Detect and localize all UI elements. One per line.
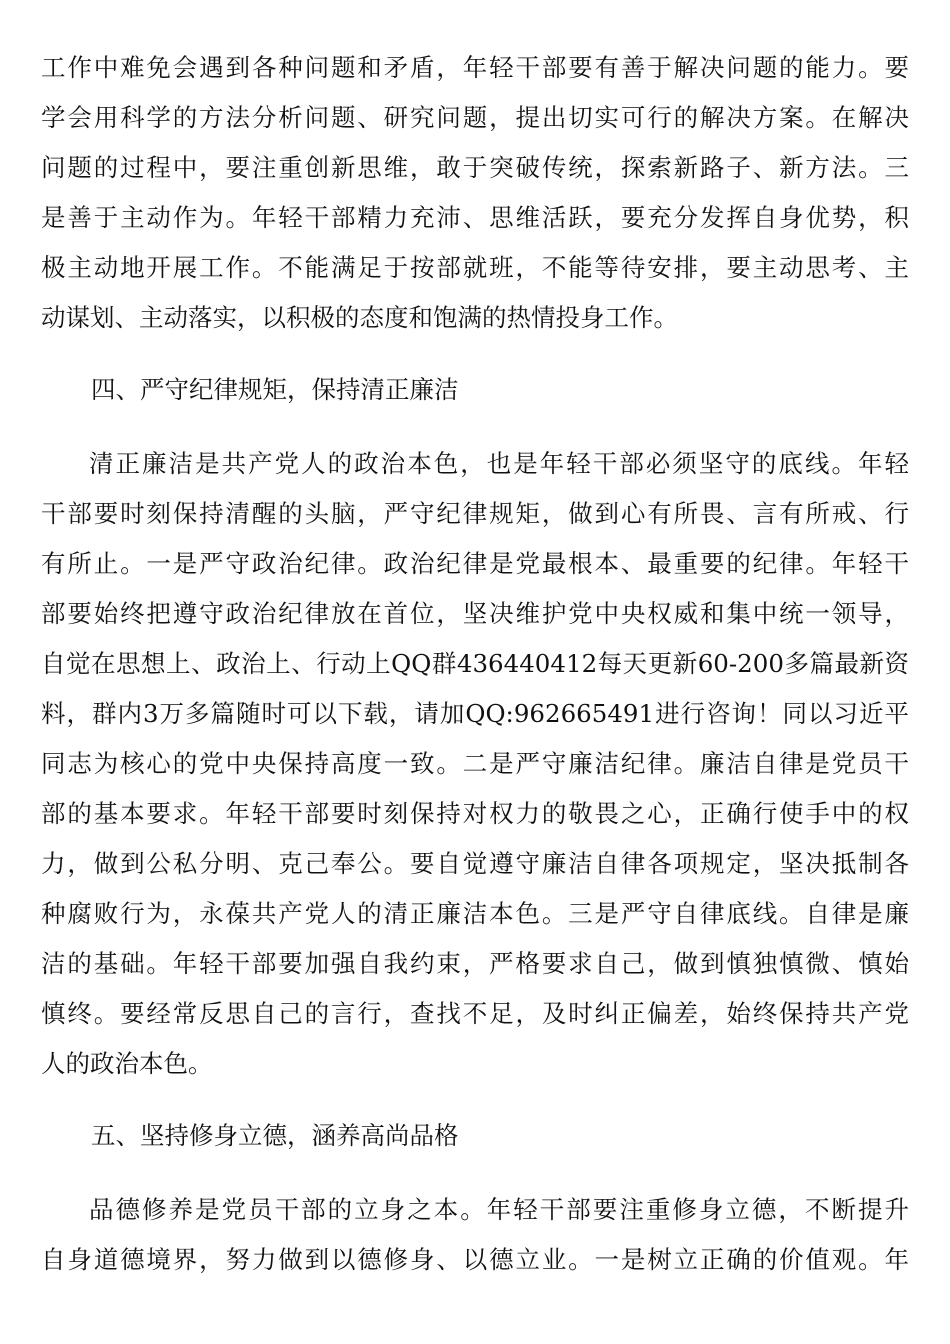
text-line: 有所止。一是严守政治纪律。政治纪律是党最根本、最重要的纪律。年轻干	[41, 549, 909, 578]
text-line: 自觉在思想上、政治上、行动上QQ群436440412每天更新60-200多篇最新资	[41, 649, 909, 678]
text-line: 问题的过程中，要注重创新思维，敢于突破传统，探索新路子、新方法。三	[41, 153, 909, 182]
text-line: 种腐败行为，永葆共产党人的清正廉洁本色。三是严守自律底线。自律是廉	[41, 899, 909, 928]
text-line: 清正廉洁是共产党人的政治本色，也是年轻干部必须坚守的底线。年轻	[89, 449, 909, 478]
text-line: 自身道德境界，努力做到以德修身、以德立业。一是树立正确的价值观。年	[41, 1245, 909, 1274]
text-line: 慎终。要经常反思自己的言行，查找不足，及时纠正偏差，始终保持共产党	[41, 999, 909, 1028]
text-line: 干部要时刻保持清醒的头脑，严守纪律规矩，做到心有所畏、言有所戒、行	[41, 499, 909, 528]
text-line: 是善于主动作为。年轻干部精力充沛、思维活跃，要充分发挥自身优势，积	[41, 203, 909, 232]
text-line: 部的基本要求。年轻干部要时刻保持对权力的敬畏之心，正确行使手中的权	[41, 799, 909, 828]
section-heading: 五、坚持修身立德，涵养高尚品格	[91, 1121, 459, 1150]
section-heading: 四、严守纪律规矩，保持清正廉洁	[91, 375, 459, 404]
text-line: 极主动地开展工作。不能满足于按部就班，不能等待安排，要主动思考、主	[41, 253, 909, 282]
text-line: 部要始终把遵守政治纪律放在首位，坚决维护党中央权威和集中统一领导，	[41, 599, 909, 628]
text-line: 品德修养是党员干部的立身之本。年轻干部要注重修身立德，不断提升	[89, 1195, 909, 1224]
text-line: 人的政治本色。	[41, 1049, 213, 1078]
text-line: 同志为核心的党中央保持高度一致。二是严守廉洁纪律。廉洁自律是党员干	[41, 749, 909, 778]
text-line: 动谋划、主动落实，以积极的态度和饱满的热情投身工作。	[41, 303, 678, 332]
text-line: 力，做到公私分明、克己奉公。要自觉遵守廉洁自律各项规定，坚决抵制各	[41, 849, 909, 878]
text-line: 学会用科学的方法分析问题、研究问题，提出切实可行的解决方案。在解决	[41, 103, 909, 132]
text-line: 工作中难免会遇到各种问题和矛盾，年轻干部要有善于解决问题的能力。要	[41, 53, 909, 82]
text-line: 料，群内3万多篇随时可以下载，请加QQ:962665491进行咨询！同以习近平	[41, 699, 909, 728]
text-line: 洁的基础。年轻干部要加强自我约束，严格要求自己，做到慎独慎微、慎始	[41, 949, 909, 978]
